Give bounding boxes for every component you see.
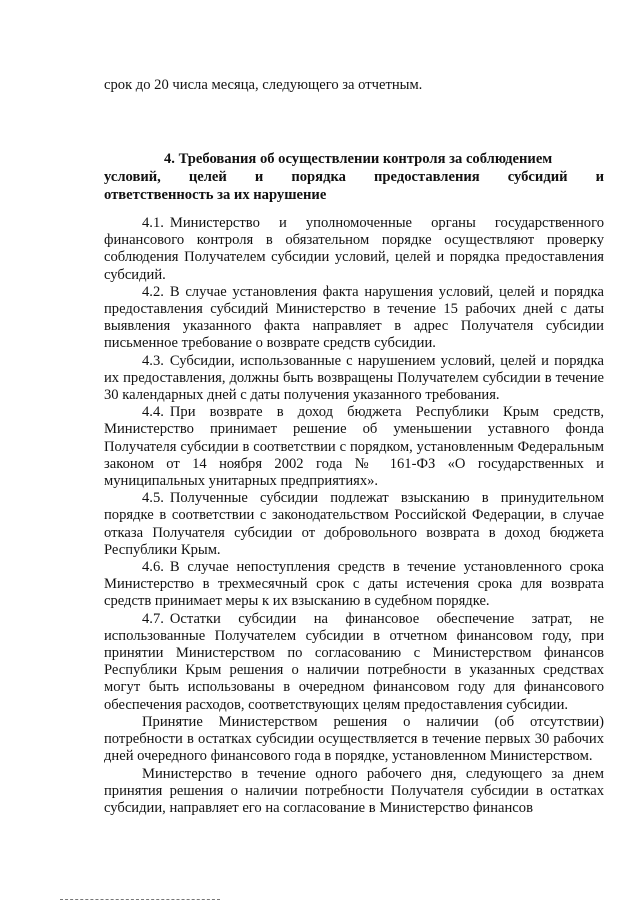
- footer-rule: [60, 899, 220, 900]
- paragraph-text: В случае установления факта нарушения условий, целей и порядка предоставления субсидий Министерство в течение 15 рабочих дней с даты выявления указанного факта направляет в адрес Получателя субсидии письменное требование о возврате средств субсидии.: [104, 283, 604, 352]
- paragraph-text: Министерство и уполномоченные органы государственного финансового контроля в обязательном порядке осуществляют проверку соблюдения Получателем субсидии условий, целей и порядка предоставления субсидий.: [104, 215, 604, 283]
- section-heading: [104, 150, 604, 204]
- paragraph-4-5: [104, 490, 604, 559]
- paragraph-text: Субсидии, использованные с нарушением условий, целей и порядка их предоставления, должны быть возвращены Получателем субсидии в течение 30 календарных дней с даты получения указанного требования.: [104, 352, 604, 404]
- paragraph-decision: [104, 714, 604, 766]
- heading-line-3: ответственность за их нарушение: [104, 187, 327, 203]
- paragraph-text: Полученные субсидии подлежат взысканию в принудительном порядке в соответствии с законодательством Российской Федерации, в случае отказа Получателя субсидии от добровольного возврата в доход бюджета Республики Крым.: [104, 490, 604, 558]
- paragraph-number: 4.5.: [142, 490, 164, 507]
- paragraph-text: Министерство в течение одного рабочего дня, следующего за днем принятия решения о наличии потребности Получателя субсидии в остатках субсидии, направляет его на согласование в Министерство финансов: [104, 765, 604, 816]
- paragraph-number: 4.3.: [142, 352, 164, 369]
- paragraph-4-6: [104, 559, 604, 611]
- paragraph-4-3: [104, 353, 604, 405]
- heading-line-1: 4. Требования об осуществлении контроля за соблюдением: [164, 151, 553, 167]
- heading-line-2: условий, целей и порядка предоставления субсидий и: [104, 169, 604, 185]
- paragraph-4-7: [104, 611, 604, 714]
- paragraph-approval: [104, 766, 604, 818]
- paragraph-4-2: [104, 284, 604, 353]
- paragraph-4-1: [104, 215, 604, 284]
- paragraph-number: 4.7.: [142, 610, 164, 627]
- paragraph-number: 4.1.: [142, 215, 164, 231]
- continuation-text: срок до 20 числа месяца, следующего за отчетным.: [104, 77, 423, 93]
- paragraph-4-4: [104, 404, 604, 490]
- paragraph-number: 4.6.: [142, 559, 164, 576]
- paragraph-number: 4.2.: [142, 283, 164, 300]
- paragraph-text: Принятие Министерством решения о наличии (об отсутствии) потребности в остатках субсидии осуществляется в течение первых 30 рабочих дней очередного финансового года в порядке, установленном Министерством.: [104, 713, 604, 765]
- paragraph-text: При возврате в доход бюджета Республики Крым средств, Министерство принимает решение об уменьшении уставного фонда Получателя субсидии в соответствии с порядком, установленным Федеральным законом от 14 ноября 2002 года № 161-ФЗ «О государственных и муниципальных унитарных предприятиях».: [104, 404, 604, 490]
- paragraph-text: В случае непоступления средств в течение установленного срока Министерство в трехмесячный срок с даты истечения срока для возврата средств принимает меры к их взысканию в судебном порядке.: [104, 559, 604, 610]
- paragraph-number: 4.4.: [142, 404, 164, 421]
- paragraph-text: Остатки субсидии на финансовое обеспечение затрат, не использованные Получателем субсидии в отчетном финансовом году, при принятии Министерством по согласованию с Министерством финансов Республики Крым решения о наличии потребности в указанных средствах могут быть использованы в очередном финансовом году для финансового обеспечения расходов, соответствующих целям предоставления субсидии.: [104, 610, 604, 713]
- section-body: [104, 215, 604, 817]
